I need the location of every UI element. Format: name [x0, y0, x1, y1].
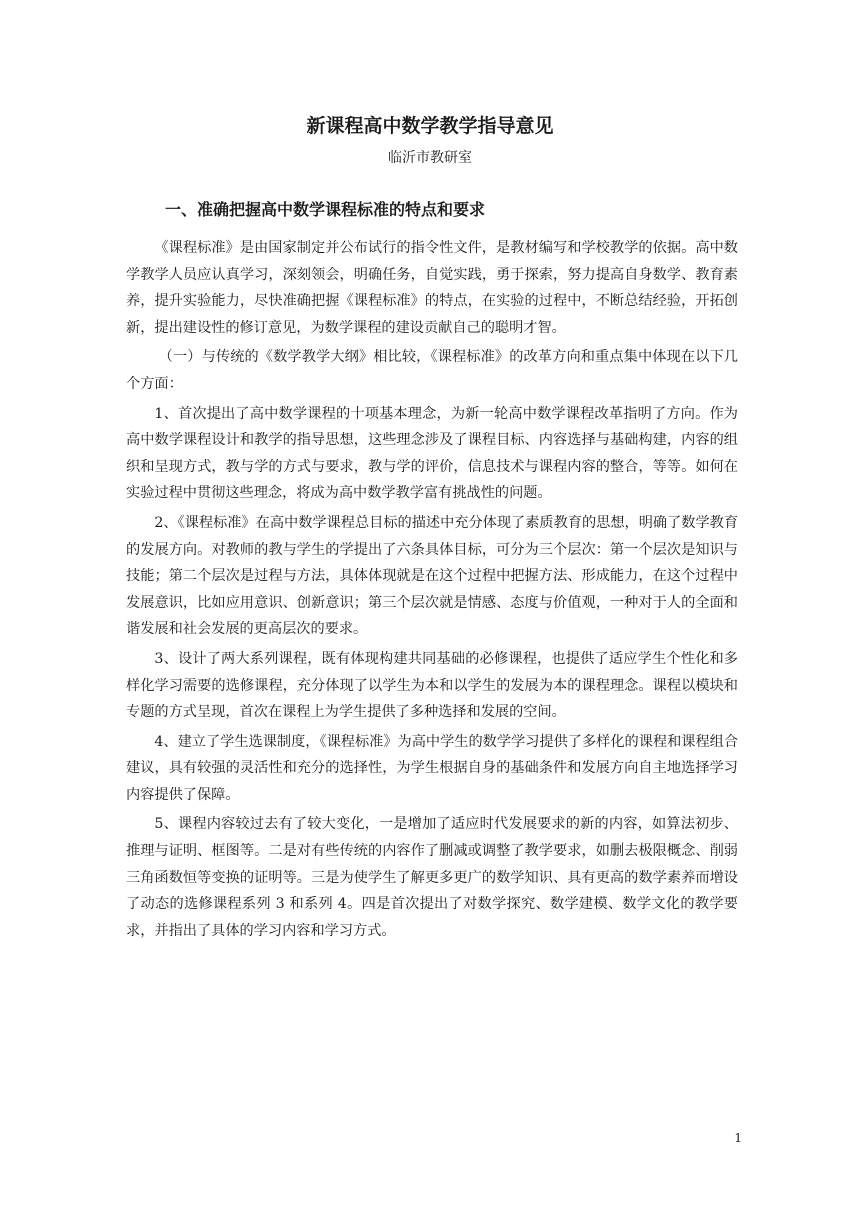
section-heading: 一、准确把握高中数学课程标准的特点和要求 [165, 200, 486, 219]
paragraph-item-3: 3、设计了两大系列课程，既有体现构建共同基础的必修课程，也提供了适应学生个性化和多样化学习需要的选修课程，充分体现了以学生为本和以学生的发展为本的课程理念。课程以模块和专题的方式呈现，首次在课程上为学生提供了多种选择和发展的空间。 [126, 650, 738, 721]
paragraph-item-4: 4、建立了学生选课制度，《课程标准》为高中学生的数学学习提供了多样化的课程和课程组合建议，具有较强的灵活性和充分的选择性，为学生根据自身的基础条件和发展方向自主地选择学习内容提供了保障。 [126, 733, 739, 803]
paragraph-intro: 《课程标准》是由国家制定并公布试行的指令性文件，是教材编写和学校教学的依据。高中数学教学人员应认真学习，深刻领会，明确任务，自觉实践，勇于探索，努力提高自身数学、教育素养，提升实验能力，尽快准确把握《课程标准》的特点，在实验的过程中，不断总结经验，开拓创新，提出建设性的修订意见，为数学课程的建设贡献自己的聪明才智。 [126, 240, 738, 336]
paragraph-subsection: （一）与传统的《数学教学大纲》相比较，《课程标准》的改革方向和重点集中体现在以下几个方面： [126, 349, 738, 392]
document-title: 新课程高中数学教学指导意见 [306, 115, 554, 137]
page-number: 1 [734, 1131, 742, 1145]
paragraph-item-2: 2、《课程标准》在高中数学课程总目标的描述中充分体现了素质教育的思想，明确了数学教育的发展方向。对教师的教与学生的学提出了六条具体目标，可分为三个层次：第一个层次是知识与技能；第二个层次是过程与方法，具体体现就是在这个过程中把握方法、形成能力，在这个过程中发展意识，比如应用意识、创新意识；第三个层次就是情感、态度与价值观，一种对于人的全面和谐发展和社会发展的更高层次的要求。 [126, 514, 739, 638]
document-body [126, 235, 738, 944]
document-author: 临沂市教研室 [388, 150, 472, 166]
paragraph-item-5: 5、课程内容较过去有了较大变化，一是增加了适应时代发展要求的新的内容，如算法初步、推理与证明、框图等。二是对有些传统的内容作了删减或调整了教学要求，如删去极限概念、削弱三角函数恒等变换的证明等。三是为使学生了解更多更广的数学知识、具有更高的数学素养而增设了动态的选修课程系列 3 和系列 4。四是首次提出了对数学探究、数学建模、数学文化的教学要求，并指出了具体的学习内容和学习方式。 [126, 816, 738, 939]
paragraph-item-1: 1、首次提出了高中数学课程的十项基本理念，为新一轮高中数学课程改革指明了方向。作为高中数学课程设计和教学的指导思想，这些理念涉及了课程目标、内容选择与基础构建，内容的组织和呈现方式，教与学的方式与要求，教与学的评价，信息技术与课程内容的整合，等等。如何在实验过程中贯彻这些理念，将成为高中数学教学富有挑战性的问题。 [126, 405, 738, 502]
